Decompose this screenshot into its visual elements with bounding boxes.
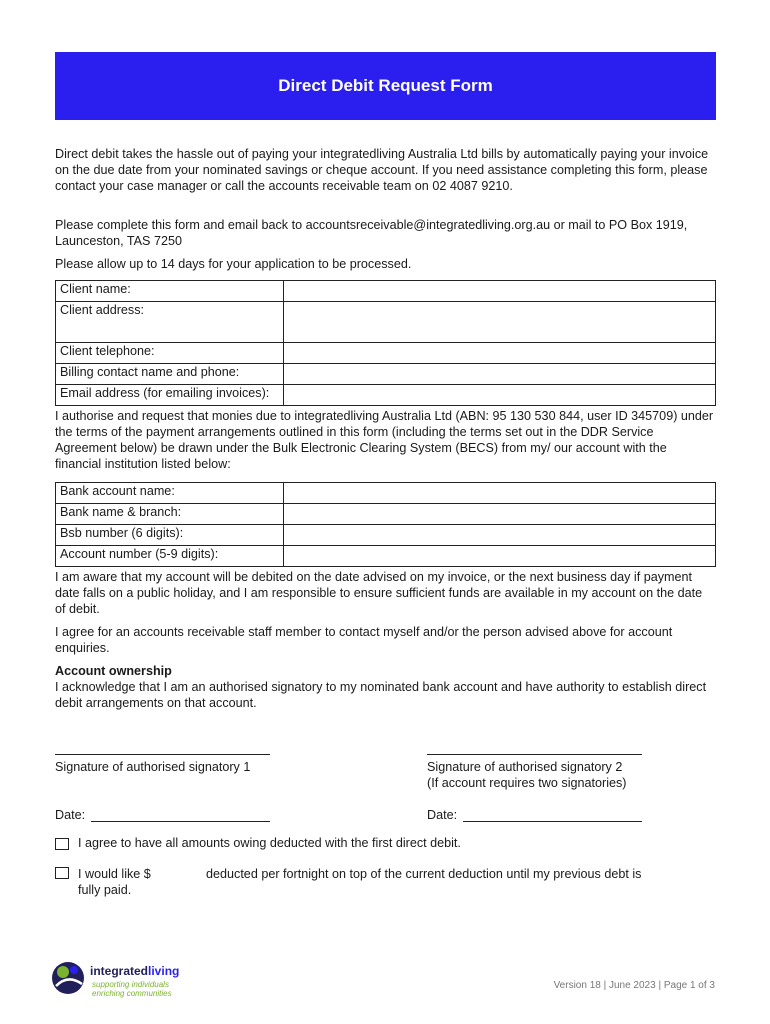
billing-contact-label: Billing contact name and phone: [56,364,284,385]
account-number-label: Account number (5-9 digits): [56,546,284,567]
table-row [56,302,716,343]
account-number-field[interactable] [284,546,716,567]
table-row [56,504,716,525]
form-title: Direct Debit Request Form [278,76,493,95]
logo-tagline-line2: enriching communities [92,989,172,998]
client-address-label: Client address: [56,302,284,343]
submission-instructions: Please complete this form and email back to accountsreceivable@integratedliving.org.au or mail to PO Box 1919, Launceston, TAS 7250 [55,218,688,248]
date-2-label: Date: [427,808,458,822]
page-footer: Version 18 | June 2023 | Page 1 of 3 [553,980,715,991]
debit-awareness-paragraph: I am aware that my account will be debited on the date advised on my invoice, or the next business day if payment date falls on a public holiday, and I am responsible to ensure sufficient funds are available in my account on the date of debit. [55,570,703,616]
signature-1-line[interactable] [55,754,270,755]
bank-account-name-field[interactable] [284,483,716,504]
logo-wordmark [90,964,179,978]
fortnightly-amount-prefix: I would like $ [78,867,151,881]
client-name-label: Client name: [56,281,284,302]
table-row [56,483,716,504]
authorisation-paragraph: I authorise and request that monies due to integratedliving Australia Ltd (ABN: 95 130 530 844, user ID 345709) under the terms of the payment arrangements outlined in this form (including the terms set out in the DDR Service Agreement below) be drawn under the Bulk Electronic Clearing System (BECS) from my/ our account with the financial institution listed below: [55,409,714,471]
contact-agreement-paragraph: I agree for an accounts receivable staff member to contact myself and/or the person advised above for account enquiries. [55,625,673,655]
signature-1-label: Signature of authorised signatory 1 [55,760,251,774]
table-row [56,525,716,546]
deduct-all-checkbox[interactable] [55,838,69,850]
bank-name-branch-label: Bank name & branch: [56,504,284,525]
account-ownership-heading: Account ownership [55,664,172,678]
bank-account-name-label: Bank account name: [56,483,284,504]
client-telephone-field[interactable] [284,343,716,364]
client-details-table [55,280,716,406]
bank-details-table [55,482,716,567]
table-row [56,546,716,567]
date-1-line[interactable] [91,821,270,822]
signature-2-label: Signature of authorised signatory 2 [427,760,623,774]
fortnightly-deduction-label: deducted per fortnight on top of the current deduction until my previous debt is [206,867,642,881]
fortnightly-deduction-label-cont: fully paid. [78,883,132,897]
email-address-field[interactable] [284,385,716,406]
logo-tagline-line1: supporting individuals [92,980,169,989]
table-row [56,364,716,385]
table-row [56,281,716,302]
form-title-banner [55,52,716,120]
signature-2-line[interactable] [427,754,642,755]
logo-tagline [92,980,172,998]
bsb-number-field[interactable] [284,525,716,546]
client-address-field[interactable] [284,302,716,343]
bank-name-branch-field[interactable] [284,504,716,525]
signature-2-note: (If account requires two signatories) [427,776,627,790]
intro-paragraph: Direct debit takes the hassle out of paying your integratedliving Australia Ltd bills by automatically paying your invoice on the due date from your nominated savings or cheque account. If you need assistance completing this form, please contact your case manager or call the accounts receivable team on 02 4087 9210. [55,147,709,193]
bsb-number-label: Bsb number (6 digits): [56,525,284,546]
client-name-field[interactable] [284,281,716,302]
table-row [56,385,716,406]
email-address-label: Email address (for emailing invoices): [56,385,284,406]
client-telephone-label: Client telephone: [56,343,284,364]
fortnightly-deduction-checkbox[interactable] [55,867,69,879]
billing-contact-field[interactable] [284,364,716,385]
table-row [56,343,716,364]
logo-wordmark-part2: living [148,964,180,978]
date-1-label: Date: [55,808,86,822]
deduct-all-label: I agree to have all amounts owing deducted with the first direct debit. [78,836,461,850]
processing-time-note: Please allow up to 14 days for your application to be processed. [55,257,412,271]
date-2-line[interactable] [463,821,642,822]
account-ownership-paragraph: I acknowledge that I am an authorised signatory to my nominated bank account and have authority to establish direct debit arrangements on that account. [55,680,707,710]
logo-wordmark-part1: integrated [90,964,149,978]
